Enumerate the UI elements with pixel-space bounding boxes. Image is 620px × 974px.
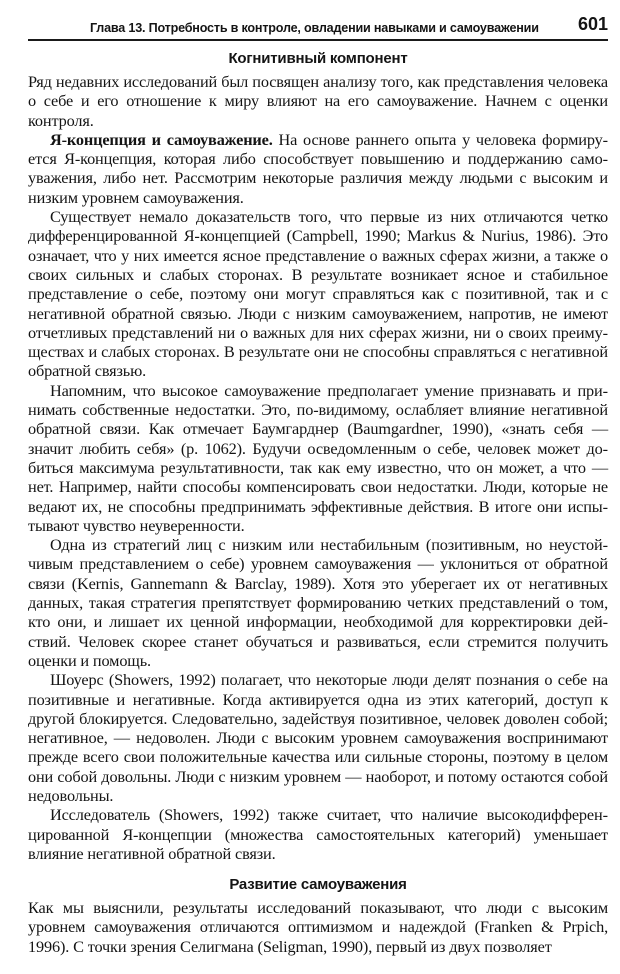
paragraph: [28, 72, 608, 130]
paragraph: [28, 381, 608, 535]
paragraph: [28, 130, 608, 207]
running-header: [28, 14, 608, 41]
paragraph-text: Исследователь (Showers, 1992) также считает, что наличие высокодифференцированной Я-концепции (множества самостоятельных категорий) уменьшает влияние негативной обратной связи.: [28, 805, 608, 863]
paragraph: [28, 898, 608, 956]
paragraph-text: Существует немало доказательств того, что первые из них отличаются четко дифференцированной Я-концепцией (Campbell, 1990; Markus & Nurius, 1986). Это означает, что у них имеется ясное представление о важных сферах жизни, а также о своих сильных и слабых сторонах. В результате возникает ясное и стабильное представление о себе, поэтому они могут справляться как с позитивной, так и с негативной обратной связью. Люди с низким самоуважением, напротив, не имеют отчетливых представлений ни о важных для них сферах жизни, ни о своих преимуществах и слабых сторонах. В результате они не способны справляться с негативной обратной связью.: [28, 207, 608, 381]
page-number: 601: [577, 14, 608, 34]
paragraph-text: Одна из стратегий лиц с низким или нестабильным (позитивным, но неустойчивым представлением о себе) уровнем самоуважения — уклониться от обратной связи (Kernis, Gannemann & Barclay, 1989). Хотя это уберегает их от негативных данных, такая стратегия препятствует формированию четких представлений о том, кто они, и лишает их ценной информации, необходимой для корректировки действий. Человек скорее станет обучаться и развиваться, если стремится получить оценки и помощь.: [28, 535, 608, 670]
paragraph: [28, 805, 608, 863]
paragraph-text: Шоуерс (Showers, 1992) полагает, что некоторые люди делят познания о себе на позитивные и негативные. Когда активируется одна из этих категорий, доступ к другой блокируется. Следовательно, задействуя позитивное, человек доволен собой; негативное, — недоволен. Люди с высоким уровнем самоуважения воспринимают прежде всего свои положительные качества или сильные стороны, поэтому в целом они собой довольны. Люди с низким уровнем — наоборот, и потому остаются собой недовольны.: [28, 670, 608, 805]
paragraph-text: На основе раннего опыта у человека формируется Я-концепция, которая либо способствует повышению и поддержанию самоуважения, либо нет. Рассмотрим некоторые различия между людьми с высоким и низким уровнем самоуважения.: [28, 129, 609, 207]
paragraph-text: Ряд недавних исследований был посвящен анализу того, как представления человека о себе и его отношение к миру влияют на его самоуважение. Начнем с оценки контроля.: [28, 72, 608, 130]
section-heading-development: Развитие самоуважения: [229, 876, 407, 894]
chapter-title: Глава 13. Потребность в контроле, овладении навыками и самоуважении: [90, 21, 539, 35]
paragraph-lead: Я-концепция и самоуважение.: [50, 129, 273, 149]
paragraph-text: Напомним, что высокое самоуважение предполагает умение признавать и принимать собственные недостатки. Это, по-видимому, ослабляет влияние негативной обратной связи. Как отмечает Баумгарднер (Baumgardner, 1990), «знать себя — значит любить себя» (p. 1062). Будучи осведомленным о себе, человек может добиться максимума результативности, так как ему известно, что он может, а что — нет. Например, найти способы компенсировать свои недостатки. Люди, которые не ведают их, не способны предпринимать эффективные действия. В итоге они испытывают чувство неуверенности.: [28, 380, 608, 535]
paragraph: [28, 207, 608, 381]
paragraph-text: Как мы выяснили, результаты исследований показывают, что люди с высоким уровнем самоуважения отличаются оптимизмом и надеждой (Franken & Prpich, 1996). С точки зрения Селигмана (Seligman, 1990), первый из двух позволяет: [28, 898, 608, 956]
section-heading-cognitive: Когнитивный компонент: [228, 50, 408, 67]
paragraph: [28, 670, 608, 805]
paragraph: [28, 535, 608, 670]
